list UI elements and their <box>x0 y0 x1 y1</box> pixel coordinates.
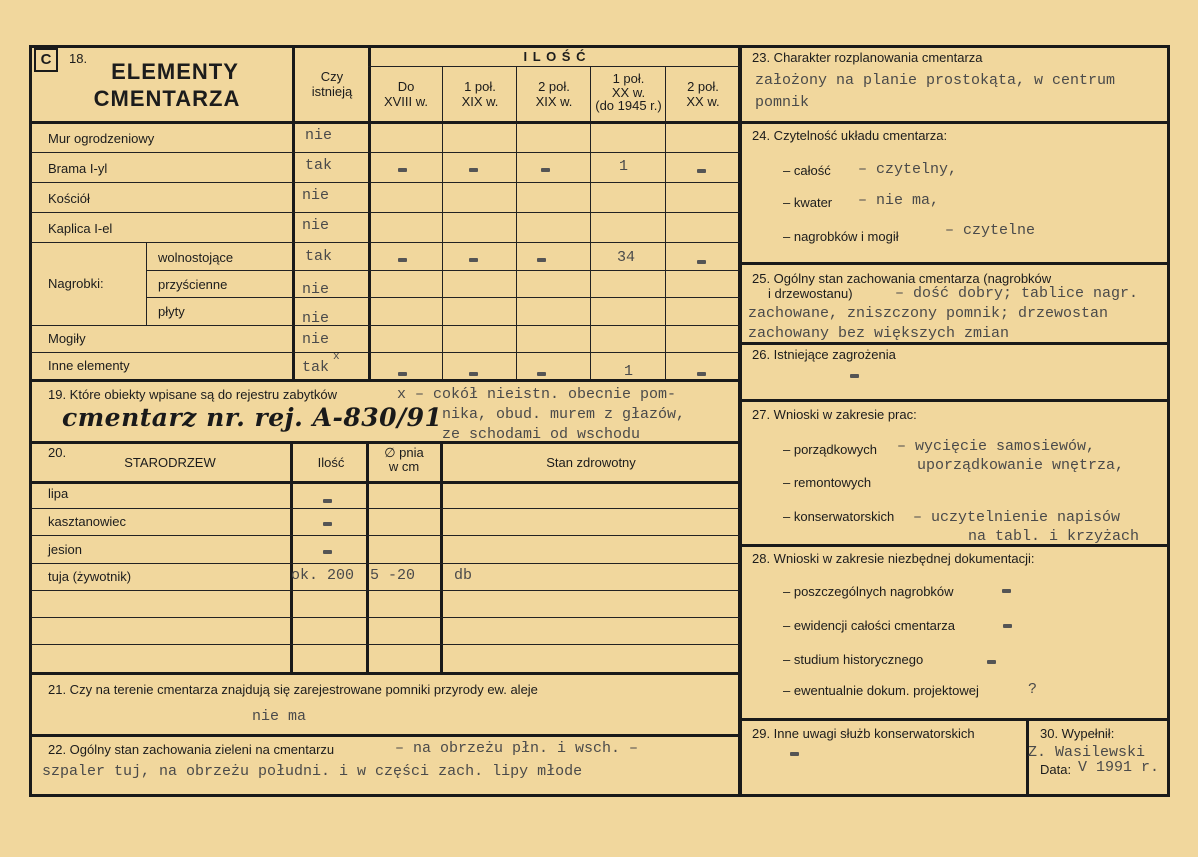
s25-bottom <box>740 342 1168 345</box>
s26-label: 26. Istniejące zagrożenia <box>752 347 896 362</box>
period-header-3: 2 poł. XIX w. <box>535 79 573 109</box>
s23-bottom <box>740 121 1168 124</box>
s27-item-value: – uczytelnienie napisów <box>913 509 1121 526</box>
s19-typed-line2: nika, obud. murem z głazów, <box>442 406 686 423</box>
s26-value-dash <box>850 374 859 378</box>
value-dash <box>469 372 478 376</box>
s19-typed-line1: x – cokół nieistn. obecnie pom- <box>397 386 677 403</box>
s20-row-line <box>31 617 740 618</box>
s20-row-line <box>31 644 740 645</box>
tree-name: lipa <box>48 486 69 501</box>
s25-value-line2: zachowane, zniszczony pomnik; drzewostan <box>748 305 1109 322</box>
tree-name: jesion <box>48 542 82 557</box>
row-line <box>31 182 740 183</box>
tree-name: tuja (żywotnik) <box>48 569 132 584</box>
s20-row-line <box>31 481 740 484</box>
tree-count-dash <box>323 522 332 526</box>
header-czy-istnieja: Czy istnieją <box>311 69 353 99</box>
nagrobki-label: Nagrobki: <box>48 276 104 291</box>
element-label: przyścienne <box>158 277 228 292</box>
s30-label: 30. Wypełnił: <box>1040 726 1115 741</box>
period-header-2: 1 poł. XIX w. <box>461 79 499 109</box>
s20-row-line <box>31 508 740 509</box>
col-divider-p2 <box>516 66 517 380</box>
value-number: 1 <box>624 363 634 380</box>
section-18-title-line2: CMENTARZA <box>93 86 241 111</box>
s28-bottom <box>740 718 1168 721</box>
s24-item-label: – kwater <box>783 195 833 210</box>
value-dash <box>469 258 478 262</box>
element-label: Inne elementy <box>48 358 130 373</box>
value-dash <box>469 168 478 172</box>
section-18-title-line1: ELEMENTY <box>111 59 239 84</box>
row-line <box>146 297 740 298</box>
s20-row-line <box>31 563 740 564</box>
s27-label: 27. Wnioski w zakresie prac: <box>752 407 917 422</box>
value-dash <box>697 372 706 376</box>
s27-item-value: – wycięcie samosiewów, <box>897 438 1096 455</box>
section-21-bottom <box>31 734 740 737</box>
s26-bottom <box>740 399 1168 402</box>
element-label: Brama I-yl <box>48 161 108 176</box>
s20-div-3 <box>440 443 443 673</box>
s27-bottom <box>740 544 1168 547</box>
s28-item-label: – poszczególnych nagrobków <box>783 584 954 599</box>
s25-value-line3: zachowany bez większych zmian <box>748 325 1010 342</box>
period-header-1: Do XVIII w. <box>383 79 429 109</box>
section-19-bottom <box>31 441 740 444</box>
s22-value-line1: – na obrzeżu płn. i wsch. – <box>395 740 639 757</box>
s24-bottom <box>740 262 1168 265</box>
element-exists: nie <box>302 217 330 234</box>
s28-item-label: – ewentualnie dokum. projektowej <box>783 683 979 698</box>
s22-label: 22. Ogólny stan zachowania zieleni na cmentarzu <box>48 742 335 757</box>
value-dash <box>398 372 407 376</box>
row-line <box>31 242 740 243</box>
s24-item-value: – nie ma, <box>858 192 940 209</box>
value-number: 34 <box>617 249 636 266</box>
s19-handwritten: cmentarz nr. rej. A-830/91 <box>62 403 443 432</box>
s24-item-value: – czytelny, <box>858 161 958 178</box>
header-bottom-line <box>31 121 740 124</box>
s20-row-line <box>31 535 740 536</box>
section-20-bottom <box>31 672 740 675</box>
s24-item-label: – nagrobków i mogił <box>783 229 899 244</box>
s25-label-line2: i drzewostanu) <box>768 286 853 301</box>
element-exists: nie <box>305 127 333 144</box>
row-line <box>31 212 740 213</box>
s28-item-label: – studium historycznego <box>783 652 924 667</box>
row-line <box>31 352 740 353</box>
s24-label: 24. Czytelność układu cmentarza: <box>752 128 948 143</box>
value-dash <box>697 169 706 173</box>
element-label: Kaplica I-el <box>48 221 113 236</box>
s20-col-diam: ∅ pnia w cm <box>384 445 424 475</box>
element-exists: tak <box>305 248 333 265</box>
s19-label: 19. Które obiekty wpisane są do rejestru zabytków <box>48 387 338 402</box>
s23-label: 23. Charakter rozplanowania cmentarza <box>752 50 983 65</box>
tree-name: kasztanowiec <box>48 514 127 529</box>
tree-count: ok. 200 <box>291 567 355 584</box>
element-exists: nie <box>302 187 330 204</box>
nagrobki-divider <box>146 242 147 325</box>
value-dash <box>697 260 706 264</box>
col-divider-p3 <box>590 66 591 380</box>
element-label: Mur ogrodzeniowy <box>48 131 155 146</box>
s28-label: 28. Wnioski w zakresie niezbędnej dokumentacji: <box>752 551 1035 566</box>
s28-item-dash <box>1002 589 1011 593</box>
element-label: wolnostojące <box>158 250 234 265</box>
s20-col-name: STARODRZEW <box>124 455 216 470</box>
s27-item-label: – porządkowych <box>783 442 877 457</box>
value-dash <box>541 168 550 172</box>
tree-diam: 5 -20 <box>370 567 416 584</box>
element-label: Mogiły <box>48 331 86 346</box>
col-divider-p1 <box>442 66 443 380</box>
value-number: 1 <box>619 158 629 175</box>
tree-count-dash <box>323 550 332 554</box>
s19-typed-line3: ze schodami od wschodu <box>442 426 641 443</box>
value-dash <box>537 258 546 262</box>
element-exists-mark: x <box>333 351 340 363</box>
row-line <box>31 325 740 326</box>
element-exists: nie <box>302 310 330 327</box>
s28-item-dash <box>1003 624 1012 628</box>
section-18-bottom <box>31 379 740 382</box>
s20-col-count: Ilość <box>317 455 345 470</box>
value-dash <box>398 258 407 262</box>
element-exists: tak <box>302 359 330 376</box>
s23-value-line1: założony na planie prostokąta, w centrum <box>755 72 1116 89</box>
row-line <box>146 270 740 271</box>
s28-item-dash <box>987 660 996 664</box>
element-exists: tak <box>305 157 333 174</box>
s20-number: 20. <box>48 445 67 460</box>
tree-count-dash <box>323 499 332 503</box>
s24-item-label: – całość <box>783 163 831 178</box>
s20-row-line <box>31 590 740 591</box>
s27-item-value: na tabl. i krzyżach <box>968 528 1140 545</box>
s27-item-label: – remontowych <box>783 475 872 490</box>
row-line <box>31 152 740 153</box>
s23-value-line2: pomnik <box>755 94 810 111</box>
element-exists: nie <box>302 281 330 298</box>
s20-div-1 <box>290 443 293 673</box>
s29-label: 29. Inne uwagi służb konserwatorskich <box>752 726 975 741</box>
s25-value-line1: – dość dobry; tablice nagr. <box>895 285 1139 302</box>
value-dash <box>398 168 407 172</box>
s30-name: Z. Wasilewski <box>1028 744 1146 761</box>
ilosc-underline <box>368 66 740 67</box>
s20-col-state: Stan zdrowotny <box>546 455 636 470</box>
element-exists: nie <box>302 331 330 348</box>
s24-item-value: – czytelne <box>945 222 1036 239</box>
s27-item-value: uporządkowanie wnętrza, <box>917 457 1125 474</box>
s21-value: nie ma <box>252 708 307 725</box>
period-header-5: 2 poł. XX w. <box>686 79 720 109</box>
s22-value-line2: szpaler tuj, na obrzeżu południ. i w części zach. lipy młode <box>42 763 583 780</box>
s27-item-label: – konserwatorskich <box>783 509 895 524</box>
s28-item-label: – ewidencji całości cmentarza <box>783 618 955 633</box>
s21-label: 21. Czy na terenie cmentarza znajdują się zarejestrowane pomniki przyrody ew. aleje <box>48 682 538 697</box>
s30-date-label: Data: <box>1040 762 1072 777</box>
element-label: płyty <box>158 304 185 319</box>
value-dash <box>537 372 546 376</box>
header-ilosc: I L O Ś Ć <box>523 49 587 64</box>
s28-item-value: ? <box>1028 681 1038 698</box>
tree-state: db <box>454 567 473 584</box>
s20-div-2 <box>366 443 369 673</box>
s29-value-dash <box>790 752 799 756</box>
section-18-number: 18. <box>69 51 88 66</box>
s30-date-value: V 1991 r. <box>1078 759 1160 776</box>
section-letter-box: C <box>34 48 58 72</box>
period-header-4: 1 poł. XX w. (do 1945 r.) <box>595 71 662 114</box>
s25-label-line1: 25. Ogólny stan zachowania cmentarza (nagrobków <box>752 271 1052 286</box>
col-divider-p4 <box>665 66 666 380</box>
element-label: Kościół <box>48 191 90 206</box>
